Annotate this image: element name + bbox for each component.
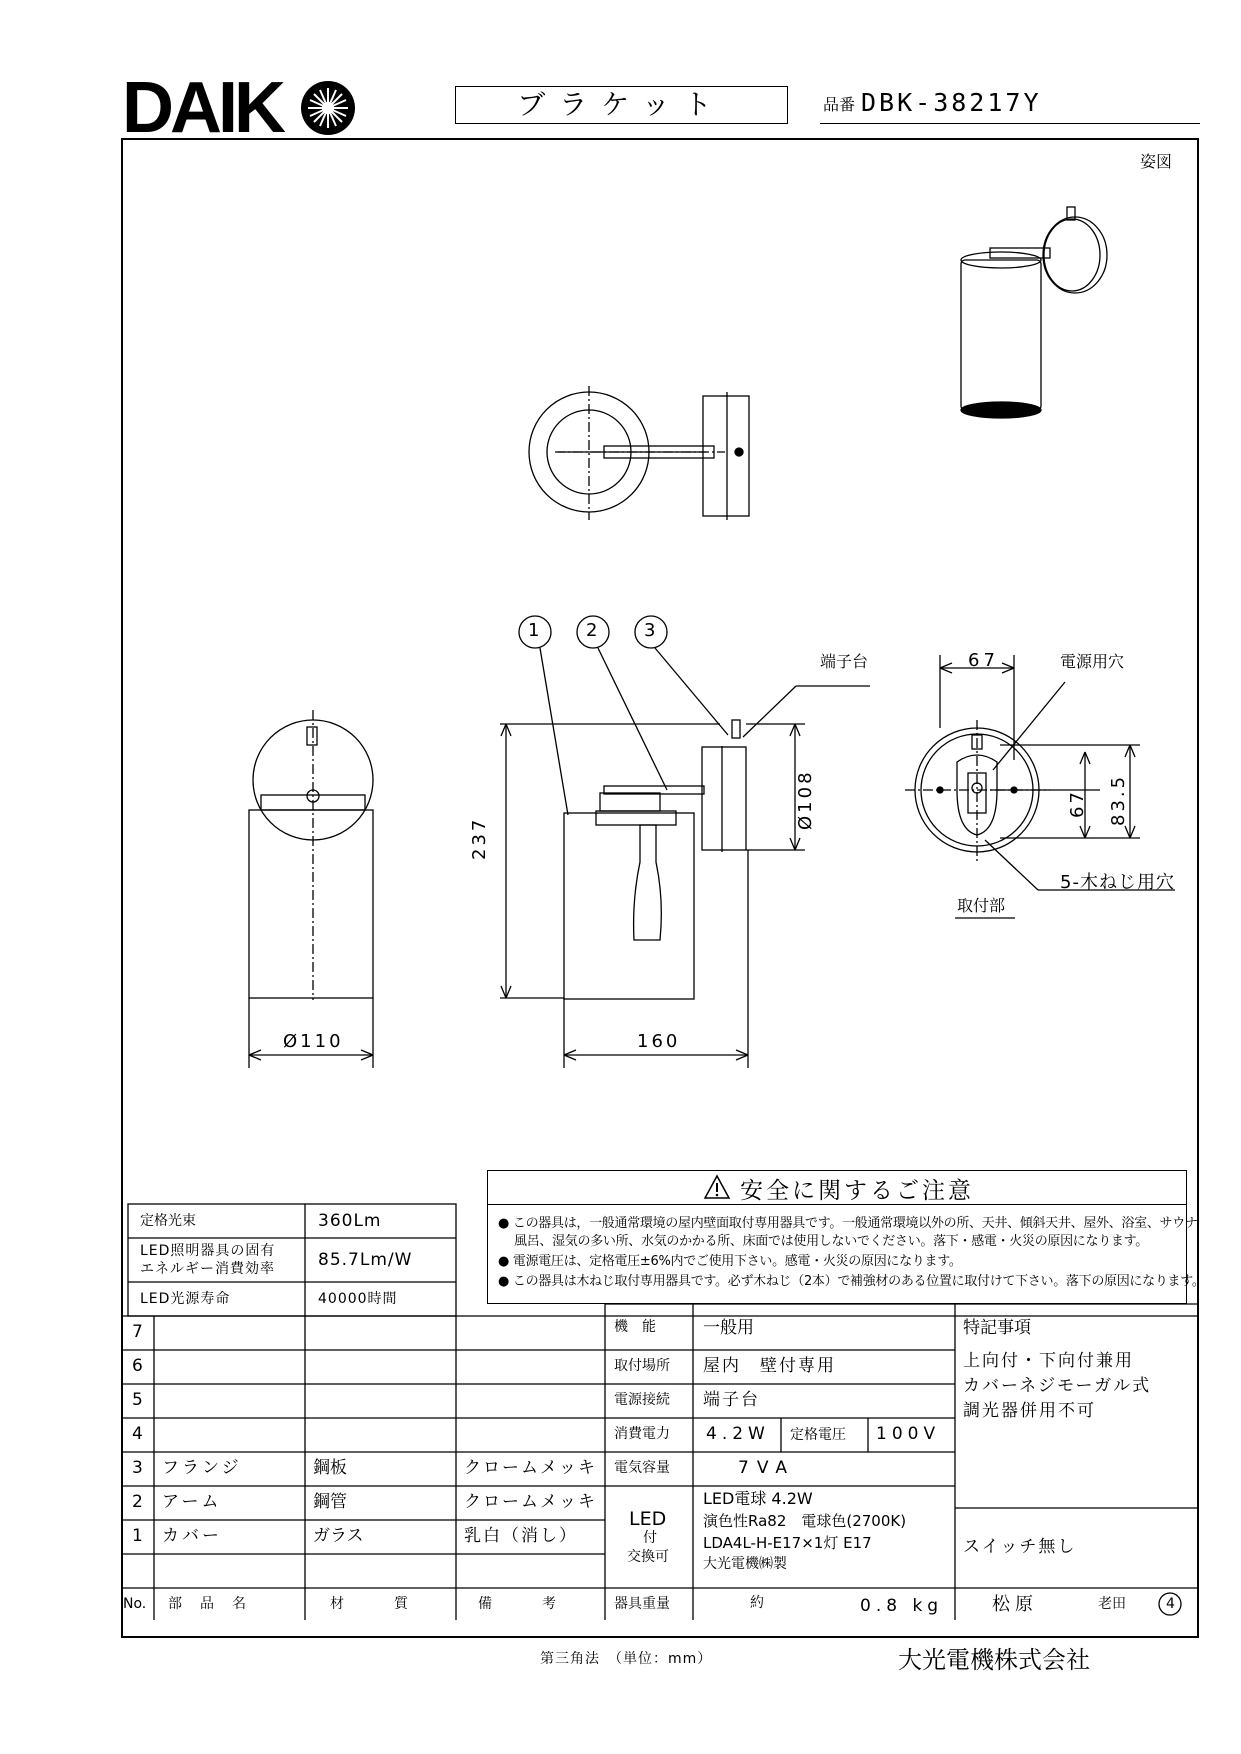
- features-line: 調光器併用不可: [963, 1401, 1096, 1421]
- spec-label-efficiency-2: エネルギー消費効率: [140, 1261, 275, 1277]
- spec-label-flux: 定格光束: [140, 1213, 196, 1229]
- spec-led-line: LED電球 4.2W: [703, 1489, 813, 1508]
- revision-number: 4: [1166, 1596, 1175, 1612]
- spec-label-life: LED光源寿命: [140, 1291, 231, 1307]
- part-name: アーム: [162, 1492, 222, 1512]
- spec-led-line: 演色性Ra82 電球色(2700K): [703, 1512, 907, 1530]
- safety-title: 安全に関するご注意: [740, 1178, 974, 1204]
- spec-led-label-2: 付: [643, 1530, 657, 1546]
- callout-1-label: 1: [528, 620, 540, 641]
- features-title: 特記事項: [963, 1318, 1031, 1338]
- safety-bullet-3: ● この器具は木ねじ取付専用器具です。必ず木ねじ（2本）で補強材のある位置に取付けて下さい。落下の原因になります。: [498, 1274, 1205, 1289]
- part-note: クロームメッキ: [464, 1458, 597, 1478]
- dim-67-side: 67: [1067, 789, 1088, 818]
- part-no: 5: [132, 1390, 143, 1410]
- part-no: 2: [132, 1492, 143, 1512]
- document-title: ブラケット: [455, 86, 788, 124]
- features-switch: スイッチ無し: [963, 1537, 1077, 1557]
- spec-weight-label: 器具重量: [614, 1596, 670, 1612]
- spec-capacity: 7VA: [738, 1458, 795, 1478]
- features-line: 上向付・下向付兼用: [963, 1351, 1134, 1371]
- dim-237: 237: [469, 816, 490, 860]
- brand-logo: DAIK: [122, 68, 282, 148]
- part-no: 6: [132, 1356, 143, 1376]
- spec-value-life: 40000時間: [318, 1291, 398, 1307]
- spec-led-line: 大光電機㈱製: [703, 1556, 787, 1572]
- spec-function: 一般用: [703, 1318, 754, 1338]
- part-note: クロームメッキ: [464, 1492, 597, 1512]
- part-name: フランジ: [162, 1458, 242, 1478]
- signature-name-2: 老田: [1098, 1596, 1126, 1612]
- safety-bullet-2: ● 電源電圧は、定格電圧±6%内でご使用下さい。感電・火災の原因になります。: [498, 1254, 962, 1269]
- power-hole-label: 電源用穴: [1060, 652, 1125, 671]
- parts-header-name: 部 品 名: [168, 1596, 248, 1612]
- product-number: DBK-38217Y: [861, 88, 1042, 117]
- parts-header-material: 材 質: [330, 1596, 410, 1612]
- spec-voltage: 100V: [876, 1424, 941, 1444]
- dim-160: 160: [637, 1031, 681, 1052]
- parts-header-no: No.: [123, 1596, 147, 1612]
- callout-2-label: 2: [586, 620, 598, 641]
- spec-label-efficiency-1: LED照明器具の固有: [140, 1243, 276, 1259]
- part-no: 4: [132, 1424, 143, 1444]
- projection-method: 第三角法 （単位：mm）: [540, 1651, 713, 1667]
- part-no: 3: [132, 1458, 143, 1478]
- mount-part-label: 取付部: [957, 896, 1006, 915]
- spec-led-line: LDA4L-H-E17×1灯 E17: [703, 1534, 872, 1552]
- spec-led-label-1: LED: [629, 1508, 667, 1530]
- spec-weight: 0.8 kg: [860, 1596, 944, 1616]
- spec-led-label-3: 交換可: [627, 1549, 669, 1565]
- part-no: 7: [132, 1322, 143, 1342]
- spec-value-flux: 360Lm: [318, 1211, 382, 1231]
- safety-line-1b: 風呂、湿気の多い所、水気のかかる所、床面では使用しないでください。落下・感電・火災の原因になります。: [514, 1234, 1148, 1249]
- callout-3-label: 3: [644, 620, 656, 641]
- signature-name-1: 松原: [992, 1594, 1038, 1615]
- spec-weight-prefix: 約: [750, 1595, 764, 1611]
- company-name: 大光電機株式会社: [898, 1646, 1090, 1674]
- safety-bullet-1: ● この器具は，一般通常環境の屋内壁面取付専用器具です。一般通常環境以外の所、天井、傾斜天井、屋外、浴室、サウナ: [498, 1216, 1198, 1231]
- part-material: ガラス: [313, 1526, 364, 1546]
- part-material: 鋼管: [313, 1492, 347, 1512]
- part-material: 鋼板: [313, 1458, 347, 1478]
- spec-value-efficiency: 85.7Lm/W: [318, 1250, 413, 1270]
- dim-83-5: 83.5: [1108, 773, 1129, 826]
- part-note: 乳白（消し）: [464, 1526, 578, 1546]
- spec-place: 屋内 壁付専用: [703, 1356, 836, 1376]
- part-no: 1: [132, 1526, 143, 1546]
- dim-d110: Ø110: [283, 1031, 344, 1052]
- spec-function-label: 機 能: [614, 1319, 656, 1335]
- spec-voltage-label: 定格電圧: [790, 1427, 846, 1443]
- spec-power: 4.2W: [706, 1424, 770, 1444]
- safety-divider: [487, 1204, 1187, 1205]
- hinban-label: 品番: [823, 95, 856, 114]
- spec-place-label: 取付場所: [614, 1358, 670, 1374]
- view-label: 姿図: [1140, 152, 1173, 171]
- spec-power-label: 消費電力: [614, 1426, 670, 1442]
- parts-header-note: 備 考: [478, 1596, 558, 1612]
- dim-67-top: 67: [968, 650, 999, 671]
- spec-capacity-label: 電気容量: [614, 1460, 670, 1476]
- screw-hole-label: 5-木ねじ用穴: [1060, 872, 1175, 893]
- spec-connect: 端子台: [703, 1390, 760, 1410]
- features-line: カバーネジモーガル式: [963, 1376, 1152, 1396]
- dim-d108: Ø108: [795, 769, 816, 830]
- spec-connect-label: 電源接続: [614, 1392, 670, 1408]
- terminal-label: 端子台: [820, 652, 869, 671]
- part-name: カバー: [162, 1526, 222, 1546]
